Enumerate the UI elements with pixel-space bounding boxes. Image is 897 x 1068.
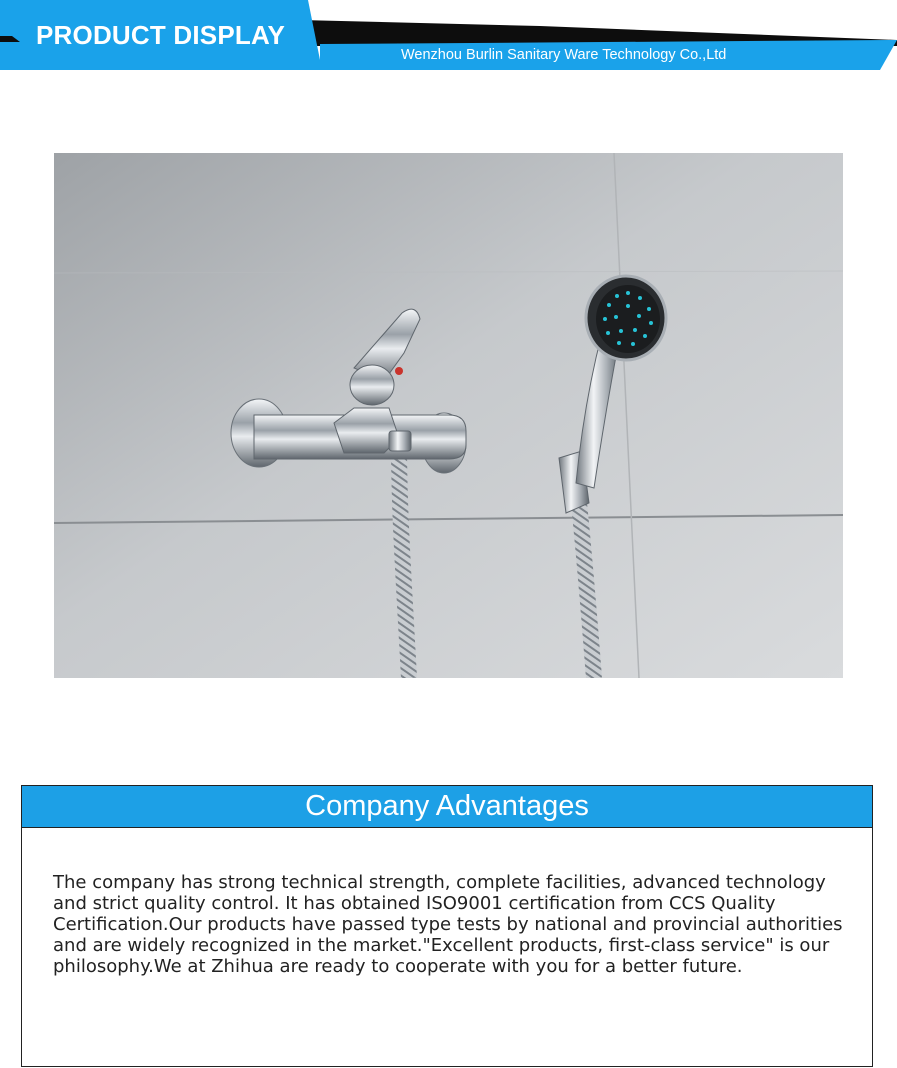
product-photo	[54, 153, 843, 678]
section-header	[22, 786, 872, 828]
header-banner	[0, 0, 897, 72]
product-illustration	[54, 153, 843, 678]
company-name: Wenzhou Burlin Sanitary Ware Technology Co.,Ltd	[401, 47, 727, 63]
section-title: Company Advantages	[305, 790, 589, 822]
advantages-body: The company has strong technical strength, complete facilities, advanced technology and strict quality control. It has obtained ISO9001 certification from CCS Quality Certification.Our products have passed type tests by national and provincial authorities and are widely recognized in the market."Excellent products, first-class service" is our philosophy.We at Zhihua are ready to cooperate with you for a better future.	[53, 872, 843, 977]
company-advantages-panel	[21, 785, 873, 1067]
page-title: PRODUCT DISPLAY	[36, 20, 286, 50]
